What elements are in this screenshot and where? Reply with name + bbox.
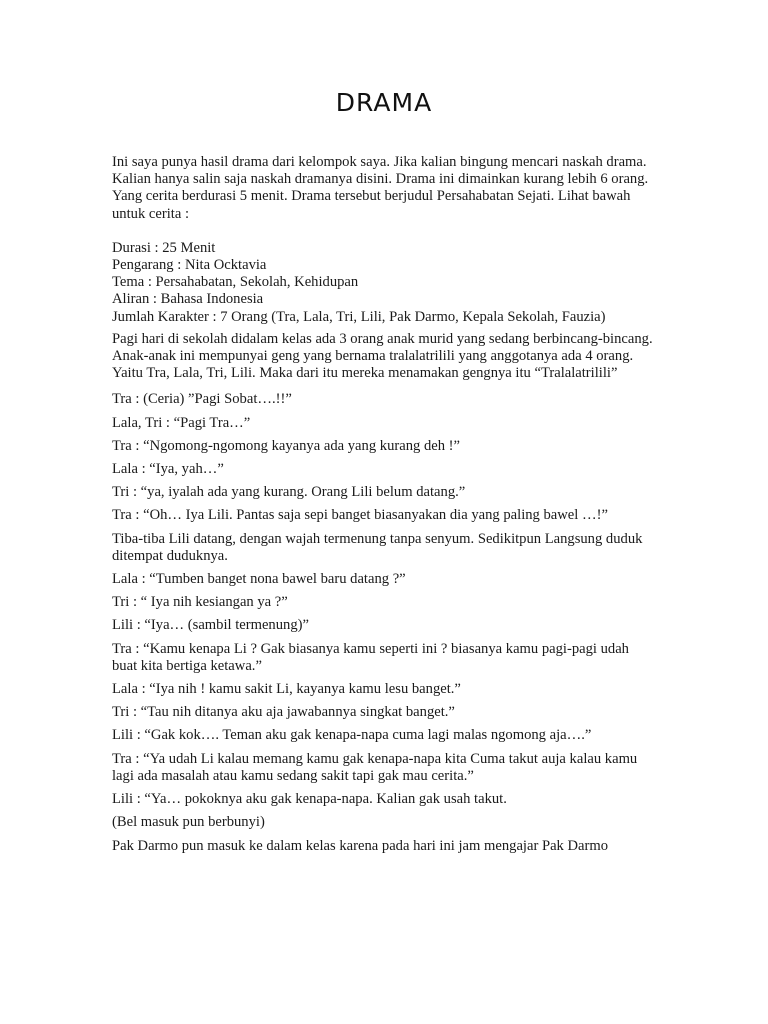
dialog-line: Lili : “Gak kok…. Teman aku gak kenapa-napa cuma lagi malas ngomong aja….”	[112, 727, 592, 744]
dialog-line: Lala, Tri : “Pagi Tra…”	[112, 414, 251, 431]
narration-paragraph: Pagi hari di sekolah didalam kelas ada 3 orang anak murid yang sedang berbincang-bincang. Anak-anak ini mempunyai geng yang bernama tralalatrilili yang anggotanya ada 4 orang. Yaitu Tra, Lala, Tri, Lili. Maka dari itu mereka menamakan gengnya itu “Tralalatrilili”	[112, 330, 653, 382]
dialog-line: Lili : “Ya… pokoknya aku gak kenapa-napa. Kalian gak usah takut.	[112, 791, 507, 808]
meta-tema: Tema : Persahabatan, Sekolah, Kehidupan	[112, 274, 359, 291]
dialog-line: Tri : “Tau nih ditanya aku aja jawabannya singkat banget.”	[112, 704, 455, 721]
dialog-line: Tra : “Kamu kenapa Li ? Gak biasanya kamu seperti ini ? biasanya kamu pagi-pagi udah buat kita bertiga ketawa.”	[112, 640, 629, 674]
dialog-line: Lala : “Tumben banget nona bawel baru datang ?”	[112, 571, 406, 588]
dialog-line: Lili : “Iya… (sambil termenung)”	[112, 617, 309, 634]
meta-durasi: Durasi : 25 Menit	[112, 239, 216, 256]
dialog-line: Tra : “Ya udah Li kalau memang kamu gak kenapa-napa kita Cuma takut auja kalau kamu lagi ada masalah atau kamu sedang sakit tapi gak mau cerita.”	[112, 750, 638, 784]
dialog-line: Lala : “Iya, yah…”	[112, 461, 224, 478]
stage-direction: (Bel masuk pun berbunyi)	[112, 814, 265, 831]
dialog-line: Lala : “Iya nih ! kamu sakit Li, kayanya kamu lesu banget.”	[112, 681, 461, 698]
document-title: DRAMA	[335, 88, 433, 117]
intro-paragraph: Ini saya punya hasil drama dari kelompok saya. Jika kalian bingung mencari naskah drama. Kalian hanya salin saja naskah dramanya disini. Drama ini dimainkan kurang lebih 6 orang. Yang cerita berdurasi 5 menit. Drama tersebut berjudul Persahabatan Sejati. Lihat bawah untuk cerita :	[112, 154, 649, 222]
dialog-line: Tra : (Ceria) ”Pagi Sobat….!!”	[112, 391, 292, 408]
dialog-line: Tra : “Oh… Iya Lili. Pantas saja sepi banget biasanyakan dia yang paling bawel …!”	[112, 507, 608, 524]
meta-aliran: Aliran : Bahasa Indonesia	[112, 291, 264, 308]
story-metadata	[112, 240, 657, 326]
dialog-line: Tri : “ya, iyalah ada yang kurang. Orang Lili belum datang.”	[112, 484, 466, 501]
dialog-line: Tra : “Ngomong-ngomong kayanya ada yang kurang deh !”	[112, 437, 460, 454]
meta-pengarang: Pengarang : Nita Ocktavia	[112, 257, 267, 274]
narration-line: Tiba-tiba Lili datang, dengan wajah termenung tanpa senyum. Sedikitpun Langsung duduk ditempat duduknya.	[112, 530, 643, 564]
narration-line: Pak Darmo pun masuk ke dalam kelas karena pada hari ini jam mengajar Pak Darmo	[112, 837, 609, 854]
dialog-line: Tri : “ Iya nih kesiangan ya ?”	[112, 594, 288, 611]
document-body	[112, 154, 657, 861]
meta-karakter: Jumlah Karakter : 7 Orang (Tra, Lala, Tri, Lili, Pak Darmo, Kepala Sekolah, Fauzia)	[112, 308, 606, 325]
